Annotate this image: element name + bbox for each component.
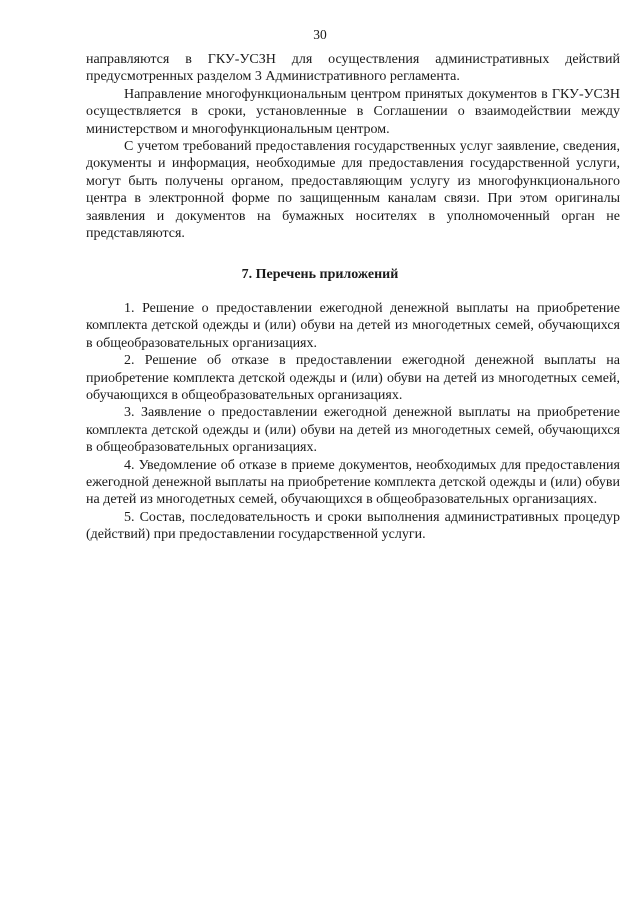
appendix-item: 3. Заявление о предоставлении ежегодной денежной выплаты на приобретение комплекта детской одежды и (или) обуви на детей из многодетных семей, обучающихся в общеобразовательных организациях. — [86, 405, 620, 456]
paragraph-continuation: направляются в ГКУ-УСЗН для осуществления административных действий предусмотренных разделом 3 Административного регламента. — [86, 52, 620, 85]
appendix-item: 5. Состав, последовательность и сроки выполнения административных процедур (действий) при предоставлении государственной услуги. — [86, 509, 620, 543]
appendix-item: 1. Решение о предоставлении ежегодной денежной выплаты на приобретение комплекта детской одежды и (или) обуви на детей из многодетных семей, обучающихся в общеобразовательных организациях. — [86, 301, 620, 351]
paragraph-electronic-channels: С учетом требований предоставления государственных услуг заявление, сведения, документы и информация, необходимые для предоставления государственной услуги, могут быть получены органом, предоставляющим услугу из многофункционального центра в электронной форме по защищенным каналам связи. При этом оригиналы заявления и документов на бумажных носителях в уполномоченный орган не представляются. — [86, 139, 620, 242]
page-number: 30 — [313, 27, 327, 42]
appendix-list — [86, 300, 620, 544]
section-heading: 7. Перечень приложений — [241, 267, 399, 282]
body-text — [86, 51, 620, 242]
appendix-item: 4. Уведомление об отказе в приеме документов, необходимых для предоставления ежегодной денежной выплаты на приобретение комплекта детской одежды и (или) обуви на детей из многодетных семей, обучающихся в общеобразовательных организациях. — [86, 457, 620, 508]
paragraph-mfc-transfer: Направление многофункциональным центром принятых документов в ГКУ-УСЗН осуществляется в сроки, установленные в Соглашении о взаимодействии между министерством и многофункциональным центром. — [86, 86, 620, 137]
appendix-item: 2. Решение об отказе в предоставлении ежегодной денежной выплаты на приобретение комплекта детской одежды и (или) обуви на детей из многодетных семей, обучающихся в общеобразовательных организациях. — [86, 353, 620, 404]
